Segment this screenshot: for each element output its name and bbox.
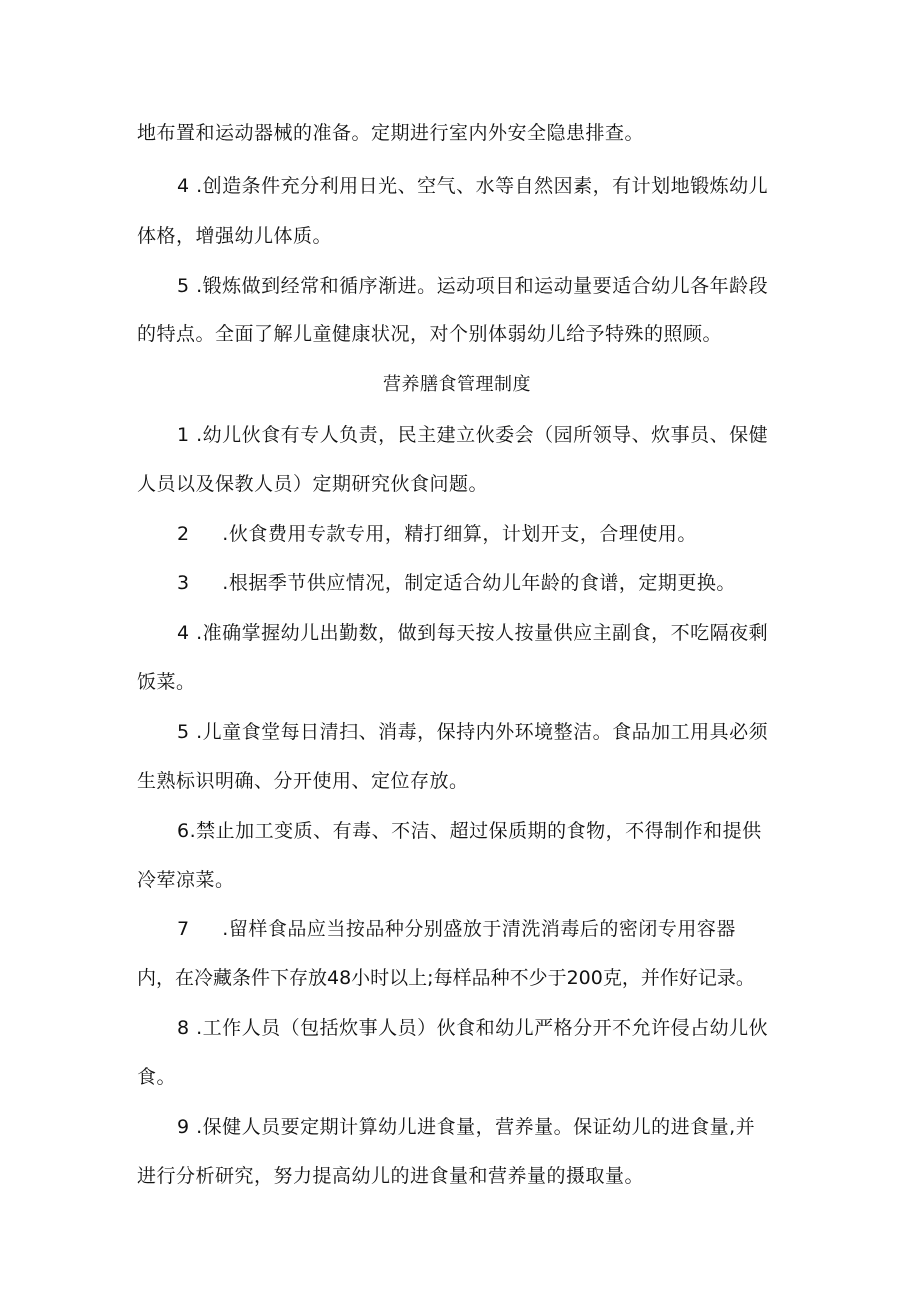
- section2-item-5-line1: 5 .儿童食堂每日清扫、消毒，保持内外环境整洁。食品加工用具必须: [177, 721, 769, 743]
- section2-item-7-line2: 内，在冷藏条件下存放48小时以上;每样品种不少于200克，并作好记录。: [137, 967, 755, 989]
- section2-item-5-line2: 生熟标识明确、分开使用、定位存放。: [137, 770, 469, 792]
- section2-item-8-line1: 8 .工作人员（包括炊事人员）伙食和幼儿严格分开不允许侵占幼儿伙: [177, 1017, 769, 1039]
- section2-item-8-line2: 食。: [137, 1066, 177, 1088]
- section1-item-4-line1: 4 .创造条件充分利用日光、空气、水等自然因素，有计划地锻炼幼儿: [177, 175, 769, 197]
- section2-item-9-line2: 进行分析研究，努力提高幼儿的进食量和营养量的摄取量。: [137, 1165, 645, 1187]
- section2-item-9-line1: 9 .保健人员要定期计算幼儿进食量，营养量。保证幼儿的进食量,并: [177, 1116, 756, 1138]
- section2-item-7-line1: 7 .留样食品应当按品种分别盛放于清洗消毒后的密闭专用容器: [177, 918, 736, 940]
- section2-item-1-line2: 人员以及保教人员）定期研究伙食问题。: [137, 473, 489, 495]
- section2-item-4-line2: 饭菜。: [137, 671, 196, 693]
- section-title-nutrition: 营养膳食管理制度: [383, 374, 531, 395]
- section2-item-6-line1: 6.禁止加工变质、有毒、不洁、超过保质期的食物，不得制作和提供: [177, 820, 762, 842]
- section2-item-6-line2: 冷荤凉菜。: [137, 869, 235, 891]
- section1-item-4-line2: 体格，增强幼儿体质。: [137, 225, 333, 247]
- section2-item-3-line1: 3 .根据季节供应情况，制定适合幼儿年龄的食谱，定期更换。: [177, 572, 736, 594]
- section1-item-5-line2: 的特点。全面了解儿童健康状况，对个别体弱幼儿给予特殊的照顾。: [137, 323, 723, 345]
- section2-item-2-line1: 2 .伙食费用专款专用，精打细算，计划开支，合理使用。: [177, 523, 697, 545]
- section2-item-4-line1: 4 .准确掌握幼儿出勤数，做到每天按人按量供应主副食，不吃隔夜剩: [177, 622, 769, 644]
- intro-paragraph-tail: 地布置和运动器械的准备。定期进行室内外安全隐患排查。: [137, 122, 645, 144]
- section1-item-5-line1: 5 .锻炼做到经常和循序渐进。运动项目和运动量要适合幼儿各年龄段: [177, 275, 769, 297]
- section2-item-1-line1: 1 .幼儿伙食有专人负责，民主建立伙委会（园所领导、炊事员、保健: [177, 424, 769, 446]
